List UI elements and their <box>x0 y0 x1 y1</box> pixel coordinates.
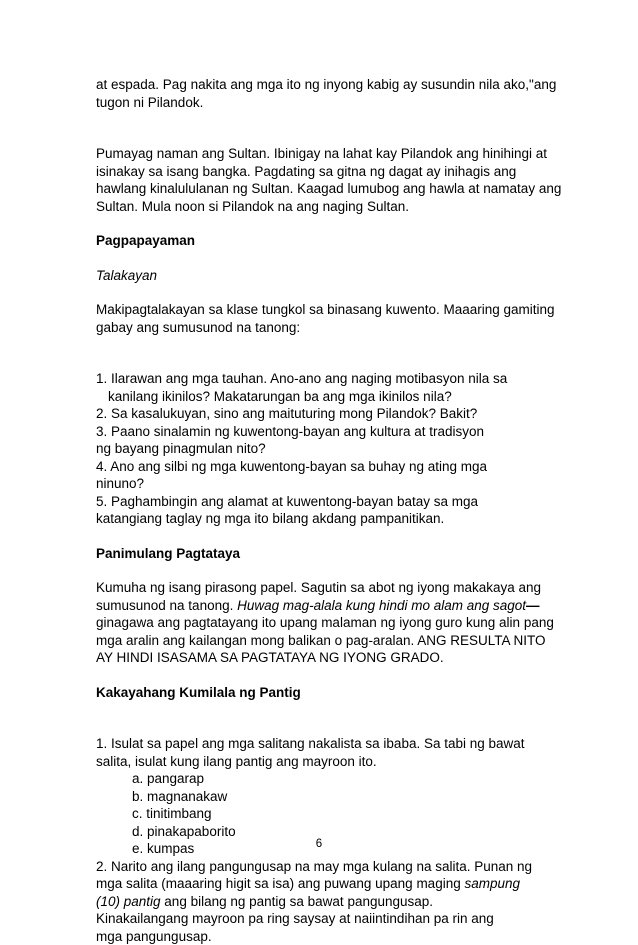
question-line: 5. Paghambingin ang alamat at kuwentong-bayan batay sa mga <box>96 493 542 511</box>
item-line <box>96 875 542 893</box>
word-list-item: d. pinakapaborito <box>96 823 542 841</box>
page-number: 6 <box>0 838 638 850</box>
section-heading: Pagpapayaman <box>96 232 542 250</box>
question-line: 3. Paano sinalamin ng kuwentong-bayan ang kultura at tradisyon <box>96 423 542 441</box>
paragraph-line: hawlang kinalululanan ng Sultan. Kaagad lumubog ang hawla at namatay ang <box>96 180 542 198</box>
item-line: salita, isulat kung ilang pantig ang mayroon ito. <box>96 753 542 771</box>
paragraph-line: Pumayag naman ang Sultan. Ibinigay na lahat kay Pilandok ang hinihingi at <box>96 145 542 163</box>
paragraph-line: gabay ang sumusunod na tanong: <box>96 319 542 337</box>
item-line: 2. Narito ang ilang pangungusap na may mga kulang na salita. Punan ng <box>96 858 542 876</box>
word-list-item: a. pangarap <box>96 770 542 788</box>
question-line: katangiang taglay ng mga ito bilang akdang pampanitikan. <box>96 510 542 528</box>
word-list-item: e. kumpas <box>96 840 542 858</box>
question-line: kanilang ikinilos? Makatarungan ba ang mga ikinilos nila? <box>96 388 542 406</box>
document-body <box>96 76 542 945</box>
paragraph-line: Makipagtalakayan sa klase tungkol sa binasang kuwento. Maaaring gamiting <box>96 301 542 319</box>
italic-text: Huwag mag-alala kung hindi mo alam ang sagot <box>237 598 526 613</box>
italic-text: sampung <box>464 876 520 891</box>
paragraph-line <box>96 597 542 615</box>
plain-text: sumusunod na tanong. <box>96 598 237 613</box>
word-list-item: b. magnanakaw <box>96 788 542 806</box>
section-heading: Kakayahang Kumilala ng Pantig <box>96 684 542 702</box>
question-line: ninuno? <box>96 475 542 493</box>
paragraph-line: isinakay sa isang bangka. Pagdating sa gitna ng dagat ay inihagis ang <box>96 163 542 181</box>
em-dash: — <box>526 598 540 613</box>
question-line: 4. Ano ang silbi ng mga kuwentong-bayan sa buhay ng ating mga <box>96 458 542 476</box>
word-list-item: c. tinitimbang <box>96 805 542 823</box>
paragraph-line: mga aralin ang kailangan mong balikan o pag-aralan. ANG RESULTA NITO <box>96 632 542 650</box>
paragraph-line: ginagawa ang pagtatayang ito upang malaman ng iyong guro kung alin pang <box>96 614 542 632</box>
paragraph-line: Kumuha ng isang pirasong papel. Sagutin sa abot ng iyong makakaya ang <box>96 579 542 597</box>
italic-text: (10) pantig <box>96 894 161 909</box>
subsection-heading: Talakayan <box>96 267 542 285</box>
item-line: mga pangungusap. <box>96 928 542 945</box>
item-line <box>96 893 542 911</box>
paragraph-line: Sultan. Mula noon si Pilandok na ang naging Sultan. <box>96 198 542 216</box>
question-line: ng bayang pinagmulan nito? <box>96 440 542 458</box>
plain-text: mga salita (maaaring higit sa isa) ang puwang upang maging <box>96 876 464 891</box>
question-line: 2. Sa kasalukuyan, sino ang maituturing mong Pilandok? Bakit? <box>96 405 542 423</box>
paragraph-line: AY HINDI ISASAMA SA PAGTATAYA NG IYONG GRADO. <box>96 649 542 667</box>
plain-text: ang bilang ng pantig sa bawat pangungusap. <box>161 894 433 909</box>
item-line: Kinakailangang mayroon pa ring saysay at naiintindihan pa rin ang <box>96 910 542 928</box>
paragraph-line: at espada. Pag nakita ang mga ito ng inyong kabig ay susundin nila ako,"ang <box>96 76 542 94</box>
question-line: 1. Ilarawan ang mga tauhan. Ano-ano ang naging motibasyon nila sa <box>96 370 542 388</box>
item-line: 1. Isulat sa papel ang mga salitang nakalista sa ibaba. Sa tabi ng bawat <box>96 735 542 753</box>
paragraph-line: tugon ni Pilandok. <box>96 94 542 112</box>
section-heading: Panimulang Pagtataya <box>96 545 542 563</box>
